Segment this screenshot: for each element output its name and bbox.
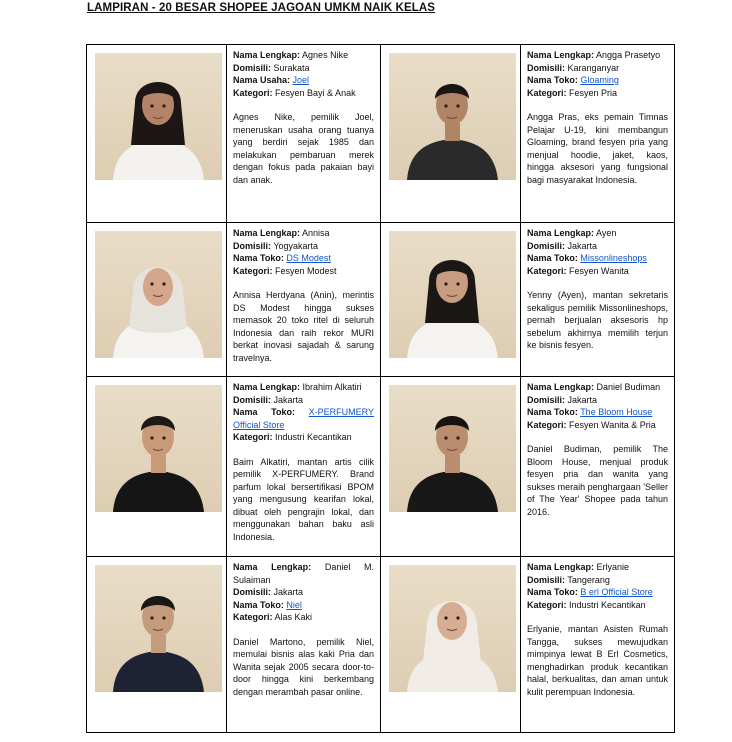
full-name-line-label: Nama Lengkap: [527, 382, 595, 392]
full-name-line [233, 227, 374, 240]
shop-line-label: Nama Toko: [527, 587, 578, 597]
person-silhouette [95, 53, 222, 180]
full-name-line-label: Nama Lengkap: [233, 382, 301, 392]
shop-line-value[interactable]: Missonlineshops [580, 253, 647, 263]
shop-line-label: Nama Toko: [233, 599, 284, 610]
profile-description: Yenny (Ayen), mantan sekretaris sekaligus pemilik Missonlineshops, pernah berjualan aksesoris hp sebelum akhirnya memilih terjun ke bisnis fesyen. [527, 290, 668, 350]
profile-description: Erlyanie, mantan Asisten Rumah Tangga, sukses mewujudkan mimpinya lewat B Erl Cosmetics, menghadirkan produk kecantikan halal, berkualitas, dan aman untuk kulit perempuan Indonesia. [527, 624, 668, 697]
full-name-line [233, 381, 374, 394]
full-name-line-value: Ayen [596, 228, 617, 238]
shop-line [233, 74, 374, 87]
domicile-line-label: Domisili: [233, 587, 272, 597]
category-line-value: Industri Kecantikan [569, 599, 646, 610]
full-name-line-value: Agnes Nike [302, 50, 349, 60]
domicile-line-value: Jakarta [273, 394, 304, 405]
profile-photo [95, 565, 222, 692]
category-line [527, 87, 668, 100]
domicile-line-label: Domisili: [527, 240, 566, 251]
photo-cell [381, 377, 521, 557]
full-name-line-label: Nama Lengkap: [233, 50, 301, 60]
category-line-label: Kategori: [233, 87, 273, 98]
full-name-line-value: Erlyanie [596, 562, 630, 572]
domicile-line-label: Domisili: [527, 574, 566, 585]
domicile-line-label: Domisili: [233, 62, 272, 73]
profile-row [87, 377, 675, 557]
shop-line-label: Nama Toko: [233, 253, 284, 263]
profile-photo [389, 231, 516, 358]
profile-photo [95, 53, 222, 180]
category-line [527, 265, 668, 278]
photo-cell [87, 377, 227, 557]
category-line [233, 431, 374, 444]
category-line-value: Fesyen Wanita [569, 265, 629, 276]
full-name-line [527, 381, 668, 394]
photo-cell [381, 45, 521, 223]
full-name-line-value: Daniel M. Sulaiman [233, 562, 374, 585]
shop-line [527, 74, 668, 87]
category-line [233, 265, 374, 278]
shop-line-value[interactable]: Joel [292, 75, 310, 85]
domicile-line-value: Tangerang [567, 574, 610, 585]
profile-text-cell [227, 223, 381, 377]
category-line-value: Industri Kecantikan [275, 432, 352, 442]
category-line-value: Fesyen Modest [275, 265, 337, 276]
person-silhouette [95, 565, 222, 692]
domicile-line-value: Karanganyar [567, 62, 620, 73]
domicile-line [527, 62, 668, 75]
full-name-line [527, 227, 668, 240]
category-line [527, 419, 668, 432]
photo-cell [381, 557, 521, 733]
person-silhouette [389, 565, 516, 692]
domicile-line [233, 394, 374, 407]
domicile-line [233, 586, 374, 599]
profile-description: Agnes Nike, pemilik Joel, meneruskan usaha orang tuanya yang berdiri sejak 1985 dan melakukan pembaruan merek dengan fokus pada pakaian bayi dan anak. [233, 112, 374, 185]
domicile-line [233, 62, 374, 75]
domicile-line-value: Jakarta [567, 394, 598, 405]
shop-line-label: Nama Toko: [527, 407, 578, 417]
full-name-line-value: Ibrahim Alkatiri [302, 382, 362, 392]
category-line-label: Kategori: [527, 599, 567, 610]
category-line-label: Kategori: [233, 612, 273, 622]
profile-photo [389, 53, 516, 180]
profile-photo [389, 385, 516, 512]
profile-text-cell [521, 377, 675, 557]
shop-line-value[interactable]: B erl Official Store [580, 587, 653, 597]
profile-description: Annisa Herdyana (Anin), merintis DS Modest hingga sukses memasok 20 toko ritel di seluruh Indonesia dan raih rekor MURI berkat inovasi sajadah & sarung travelnya. [233, 290, 374, 363]
shop-line-label: Nama Usaha: [233, 75, 291, 85]
shop-line [233, 599, 374, 612]
full-name-line-label: Nama Lengkap: [527, 562, 595, 572]
shop-line-value[interactable]: X-PERFUMERY Official Store [233, 407, 374, 430]
profile-text-cell [227, 377, 381, 557]
domicile-line [527, 240, 668, 253]
domicile-line [233, 240, 374, 253]
full-name-line-value: Angga Prasetyo [596, 50, 661, 60]
person-silhouette [95, 231, 222, 358]
person-silhouette [95, 385, 222, 512]
category-line-label: Kategori: [233, 432, 273, 442]
profile-text-cell [521, 223, 675, 377]
profile-description: Daniel Martono, pemilik Niel, memulai bisnis alas kaki Pria dan Wanita sejak 2005 secara door-to-door hingga kini berkembang dengan merambah pasar online. [233, 636, 374, 697]
domicile-line-value: Jakarta [273, 587, 304, 597]
category-line [233, 87, 374, 100]
category-line-label: Kategori: [527, 419, 567, 430]
profile-row [87, 223, 675, 377]
shop-line [233, 406, 374, 431]
shop-line [527, 586, 668, 599]
full-name-line-label: Nama Lengkap: [527, 50, 595, 60]
shop-line-label: Nama Toko: [527, 75, 578, 85]
shop-line-value[interactable]: Niel [286, 599, 302, 610]
category-line-label: Kategori: [527, 265, 567, 276]
category-line [233, 611, 374, 624]
shop-line-value[interactable]: Gloaming [580, 75, 619, 85]
category-line-label: Kategori: [233, 265, 273, 276]
profile-description: Baim Alkatiri, mantan artis cilik pemilik X-PERFUMERY. Brand parfum lokal bersertifikasi BPOM yang mengusung kearifan lokal, dibuat oleh pengrajin lokal, dan menggunakan bahan baku asli Indonesia. [233, 456, 374, 542]
profile-description: Angga Pras, eks pemain Timnas Pelajar U-19, kini membangun Gloaming, brand fesyen pria yang menjual hoodie, jaket, kaos, hingga aksesori yang fungsional bagi masyarakat Indonesia. [527, 112, 668, 185]
person-silhouette [389, 385, 516, 512]
full-name-line-value: Daniel Budiman [596, 382, 661, 392]
document-title: LAMPIRAN - 20 BESAR SHOPEE JAGOAN UMKM NAIK KELAS [87, 2, 436, 14]
profile-photo [389, 565, 516, 692]
profile-text-cell [227, 557, 381, 733]
shop-line [527, 252, 668, 265]
photo-cell [381, 223, 521, 377]
domicile-line-value: Jakarta [567, 240, 598, 251]
person-silhouette [389, 53, 516, 180]
domicile-line-value: Surakata [273, 62, 310, 73]
full-name-line [233, 49, 374, 62]
full-name-line [527, 561, 668, 574]
profile-table [86, 44, 675, 733]
full-name-line-label: Nama Lengkap: [233, 228, 301, 238]
photo-cell [87, 557, 227, 733]
category-line [527, 599, 668, 612]
category-line-value: Fesyen Pria [569, 87, 618, 98]
profile-photo [95, 385, 222, 512]
domicile-line-label: Domisili: [233, 240, 272, 251]
category-line-label: Kategori: [527, 87, 567, 98]
profile-text-cell [521, 557, 675, 733]
photo-cell [87, 223, 227, 377]
domicile-line-label: Domisili: [527, 62, 566, 73]
category-line-value: Fesyen Bayi & Anak [275, 87, 356, 98]
profile-photo [95, 231, 222, 358]
domicile-line-value: Yogyakarta [273, 240, 319, 251]
domicile-line [527, 574, 668, 587]
shop-line-label: Nama Toko: [527, 253, 578, 263]
shop-line [233, 252, 374, 265]
full-name-line-value: Annisa [302, 228, 330, 238]
full-name-line [233, 561, 374, 586]
profile-row [87, 45, 675, 223]
full-name-line-label: Nama Lengkap: [233, 562, 312, 572]
domicile-line [527, 394, 668, 407]
shop-line-value[interactable]: The Bloom House [580, 407, 653, 417]
person-silhouette [389, 231, 516, 358]
shop-line-label: Nama Toko: [233, 407, 295, 417]
category-line-value: Alas Kaki [274, 612, 313, 622]
shop-line [527, 406, 668, 419]
full-name-line [527, 49, 668, 62]
shop-line-value[interactable]: DS Modest [286, 253, 331, 263]
profile-description: Daniel Budiman, pemilik The Bloom House, menjual produk fesyen pria dan wanita yang sukses meraih penghargaan 'Seller of The Year' Shopee pada tahun 2016. [527, 444, 668, 517]
photo-cell [87, 45, 227, 223]
profile-row [87, 557, 675, 733]
full-name-line-label: Nama Lengkap: [527, 228, 595, 238]
profile-text-cell [521, 45, 675, 223]
profile-text-cell [227, 45, 381, 223]
domicile-line-label: Domisili: [527, 394, 566, 405]
domicile-line-label: Domisili: [233, 394, 272, 405]
category-line-value: Fesyen Wanita & Pria [569, 419, 656, 430]
